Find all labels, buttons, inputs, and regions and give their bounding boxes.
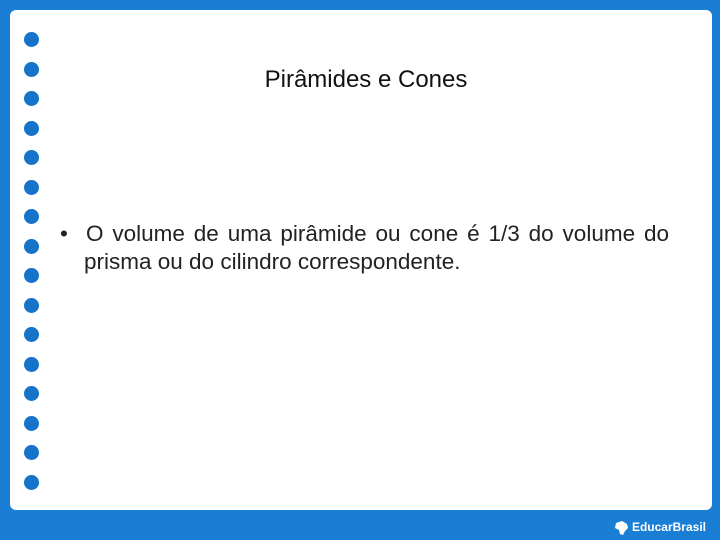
brazil-map-icon [613, 520, 629, 536]
binding-ring [24, 209, 39, 224]
binding-ring [24, 386, 39, 401]
binding-ring [24, 357, 39, 372]
binding-ring [24, 32, 39, 47]
slide-title: Pirâmides e Cones [264, 66, 468, 93]
binding-ring [24, 121, 39, 136]
binding-ring [24, 268, 39, 283]
educarbrasil-logo [613, 520, 706, 536]
logo-name: EducarBrasil [631, 520, 706, 534]
bullet-paragraph [60, 220, 669, 276]
slide-panel [10, 10, 712, 510]
binding-ring [24, 150, 39, 165]
binding-ring [24, 327, 39, 342]
binding-ring [24, 298, 39, 313]
binding-ring [24, 416, 39, 431]
binding-ring [24, 180, 39, 195]
spiral-binding [24, 32, 44, 504]
binding-ring [24, 475, 39, 490]
bullet-text: O volume de uma pirâmide ou cone é 1/3 do volume do prisma ou do cilindro correspondente. [84, 221, 669, 274]
binding-ring [24, 239, 39, 254]
bullet-marker: • [60, 221, 68, 246]
binding-ring [24, 445, 39, 460]
